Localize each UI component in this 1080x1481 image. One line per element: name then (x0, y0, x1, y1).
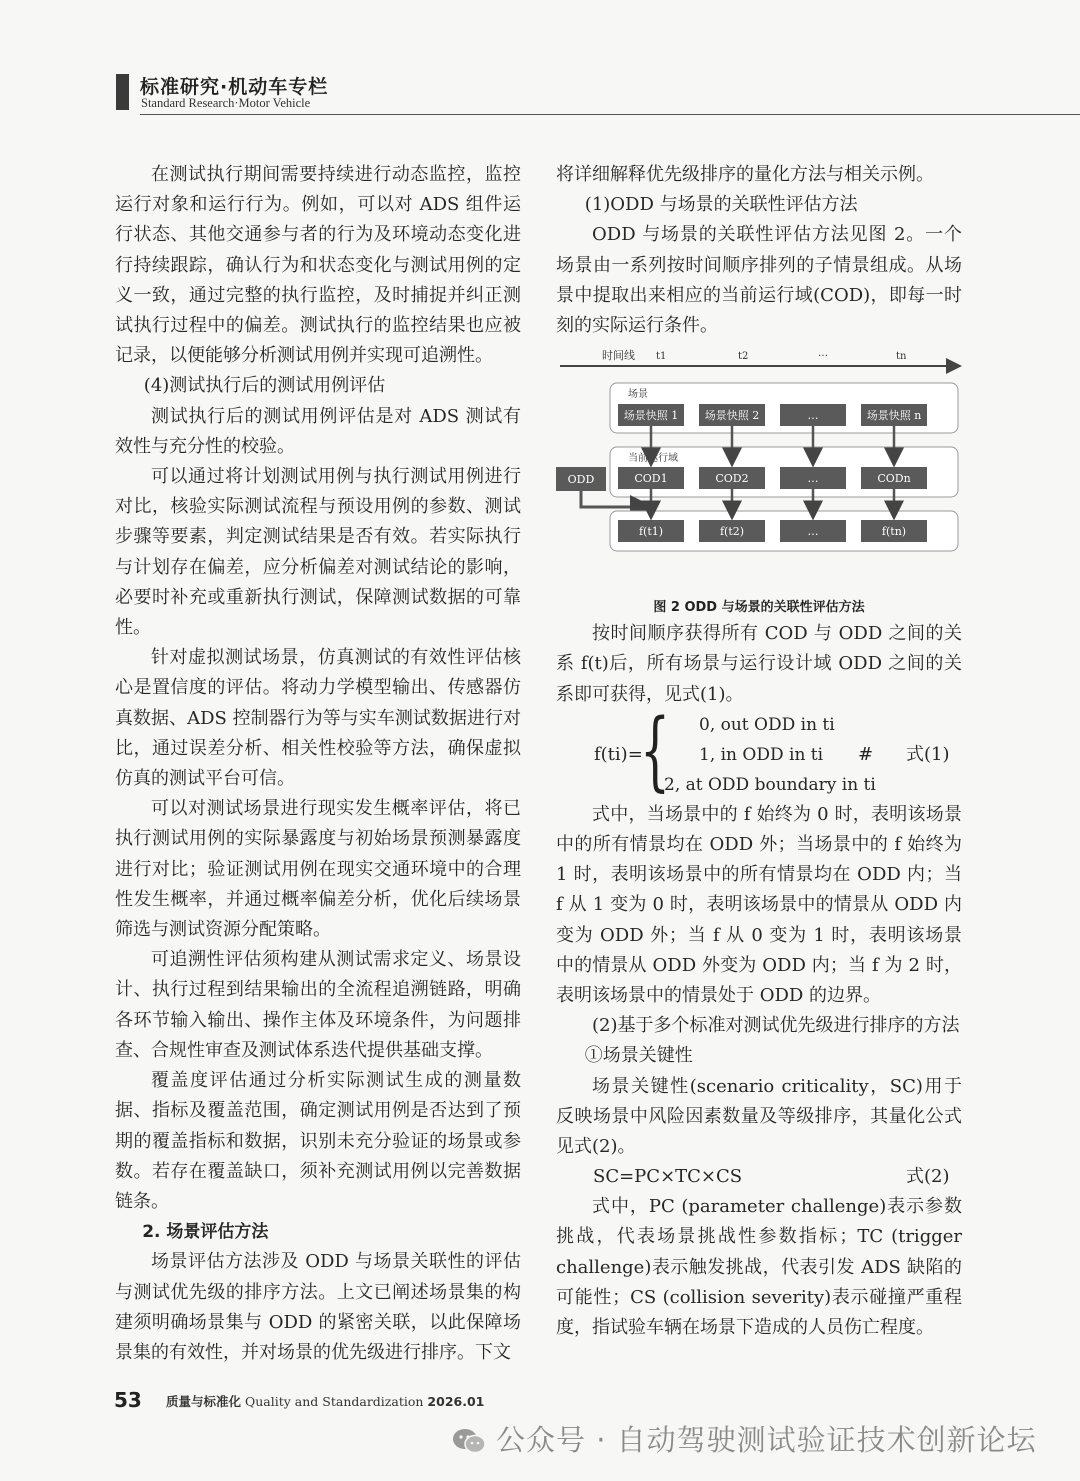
paragraph: 可以通过将计划测试用例与执行测试用例进行对比，核验实际测试流程与预设用例的参数、测试步骤等要素，判定测试结果是否有效。若实际执行与计划存在偏差，应分析偏差对测试结论的影响，必要时补充或重新执行测试，保障测试数据的可靠性。 (115, 466, 521, 639)
section-heading: (4)测试执行后的测试用例评估 (143, 375, 386, 397)
time-tick: tn (896, 351, 907, 363)
figure-2 (556, 347, 962, 619)
watermark-text: 公众号 · 自动驾驶测试验证技术创新论坛 (496, 1423, 1037, 1457)
section-heading: 2. 场景评估方法 (142, 1222, 269, 1243)
paragraph: 覆盖度评估通过分析实际测试生成的测量数据、指标及覆盖范围，确定测试用例是否达到了预期的覆盖指标和数据，识别未充分验证的场景或参数。若存在覆盖缺口，须补充测试用例以完善数据链条。 (115, 1070, 521, 1212)
cod-label: COD1 (634, 472, 668, 486)
right-column (556, 160, 962, 1343)
time-tick: t1 (656, 351, 667, 363)
section-heading: ①场景关键性 (584, 1045, 693, 1067)
watermark (452, 1418, 1037, 1459)
journal-en: Quality and Standardization (245, 1394, 424, 1409)
function-label: f(t2) (719, 525, 745, 539)
formula-lhs: f(ti)= (594, 743, 643, 765)
cod-label: CODn (877, 472, 911, 486)
formula-2-number: 式(2) (906, 1166, 950, 1188)
paragraph: 按时间顺序获得所有 COD 与 ODD 之间的关系 f(t)后，所有场景与运行设计域 ODD 之间的关系即可获得，见式(1)。 (556, 623, 962, 705)
wechat-icon (452, 1428, 486, 1454)
paragraph: 式中，当场景中的 f 始终为 0 时，表明该场景中的所有情景均在 ODD 外；当场景中的 f 始终为 1 时，表明该场景中的所有情景均在 ODD 内；当 f 从 1 变为 0 时，表明该场景中的情景从 ODD 内变为 ODD 外；当 f 从 0 变为 1 时，表明该场景中的情景从 ODD 外变为 ODD 内；当 f 为 2 时，表明该场景中的情景处于 ODD 的边界。 (556, 803, 962, 1007)
journal-cn: 质量与标准化 (166, 1394, 242, 1409)
formula-2-expression: SC=PC×TC×CS (593, 1166, 743, 1188)
right-end-text (556, 1192, 962, 1343)
paragraph: ODD 与场景的关联性评估方法见图 2。一个场景由一系列按时间顺序排列的子情景组成。从场景中提取出来相应的当前运行域(COD)，即每一时刻的实际运行条件。 (556, 224, 962, 337)
paragraph: 场景关键性(scenario criticality，SC)用于反映场景中风险因素数量及等级排序，其量化公式见式(2)。 (556, 1075, 962, 1158)
paragraph: 可以对测试场景进行现实发生概率评估，将已执行测试用例的实际暴露度与初始场景预测暴露度进行对比；验证测试用例在现实交通环境中的合理性发生概率，并通过概率偏差分析，优化后续场景筛选与测试资源分配策略。 (115, 798, 521, 941)
column-title: 标准研究·机动车专栏 (140, 76, 329, 98)
paragraph: 式中，PC (parameter challenge)表示参数挑战，代表场景挑战性参数指标；TC (trigger challenge)表示触发挑战，代表引发 ADS 缺陷的可能性；CS (collision severity)表示碰撞严重程度，指试验车辆在场景下造成的人员伤亡程度。 (556, 1196, 962, 1339)
formula-number: 式(1) (906, 743, 950, 765)
function-label: f(t1) (638, 525, 664, 539)
brace-symbol: { (640, 700, 671, 801)
formula-2 (556, 1162, 962, 1192)
left-column (115, 160, 521, 1368)
formula-1 (556, 700, 962, 801)
scene-group-label: 场景 (628, 389, 648, 401)
time-tick: t2 (738, 351, 749, 363)
snapshot-label: 场景快照 1 (623, 409, 679, 423)
odd-label: ODD (567, 473, 595, 487)
snapshot-label: … (807, 409, 819, 423)
column-subtitle: Standard Research·Motor Vehicle (141, 96, 311, 110)
header-rule (140, 114, 1080, 115)
formula-hash: # (858, 743, 874, 765)
figure-caption: 图 2 ODD 与场景的关联性评估方法 (653, 600, 865, 616)
function-label: … (807, 525, 819, 539)
function-label: f(tn) (881, 525, 907, 539)
page-number: 53 (114, 1388, 142, 1412)
cod-group-label: 当前运行域 (628, 453, 678, 465)
cod-label: … (807, 472, 819, 486)
paragraph: 将详细解释优先级排序的量化方法与相关示例。 (556, 164, 934, 185)
paragraph: 在测试执行期间需要持续进行动态监控，监控运行对象和运行行为。例如，可以对 ADS 组件运行状态、其他交通参与者的行为及环境动态变化进行持续跟踪，确认行为和状态变化与测试用例的定义一致，通过完整的执行监控，及时捕捉并纠正测试执行过程中的偏差。测试执行的监控结果也应被记录，以便能够分析测试用例并实现可追溯性。 (115, 164, 521, 367)
paragraph: 可追溯性评估须构建从测试需求定义、场景设计、执行过程到结果输出的全流程追溯链路，明确各环节输入输出、操作主体及环境条件，为问题排查、合规性审查及测试体系迭代提供基础支撑。 (115, 949, 521, 1061)
paragraph: 针对虚拟测试场景，仿真测试的有效性评估核心是置信度的评估。将动力学模型输出、传感器仿真数据、ADS 控制器行为等与实车测试数据进行对比，通过误差分析、相关性校验等方法，确保虚拟仿真的测试平台可信。 (115, 647, 521, 790)
right-top-text (556, 160, 962, 341)
case-out-odd: 0, out ODD in ti (699, 714, 835, 735)
header-accent-bar (116, 74, 129, 110)
journal-issue: 2026.01 (427, 1394, 485, 1409)
case-in-odd: 1, in ODD in ti (699, 744, 824, 765)
cod-label: COD2 (715, 472, 749, 486)
odd-scenario-diagram (556, 347, 962, 592)
paragraph: (2)基于多个标准对测试优先级进行排序的方法 (592, 1015, 960, 1037)
timeline-label: 时间线 (602, 349, 635, 363)
journal-info (166, 1392, 484, 1410)
paragraph: 测试执行后的测试用例评估是对 ADS 测试有效性与充分性的校验。 (115, 405, 521, 457)
section-heading: (1)ODD 与场景的关联性评估方法 (584, 194, 858, 216)
paragraph: 场景评估方法涉及 ODD 与场景关联性的评估与测试优先级的排序方法。上文已阐述场景集的构建须明确场景集与 ODD 的紧密关联，以此保障场景集的有效性，并对场景的优先级进行排序。下文 (115, 1251, 521, 1363)
right-mid-text (556, 619, 962, 710)
case-boundary: 2, at ODD boundary in ti (664, 774, 876, 795)
snapshot-label: 场景快照 n (866, 409, 922, 423)
right-bottom-text (556, 800, 962, 1162)
snapshot-label: 场景快照 2 (704, 409, 760, 423)
time-tick: … (818, 348, 828, 360)
